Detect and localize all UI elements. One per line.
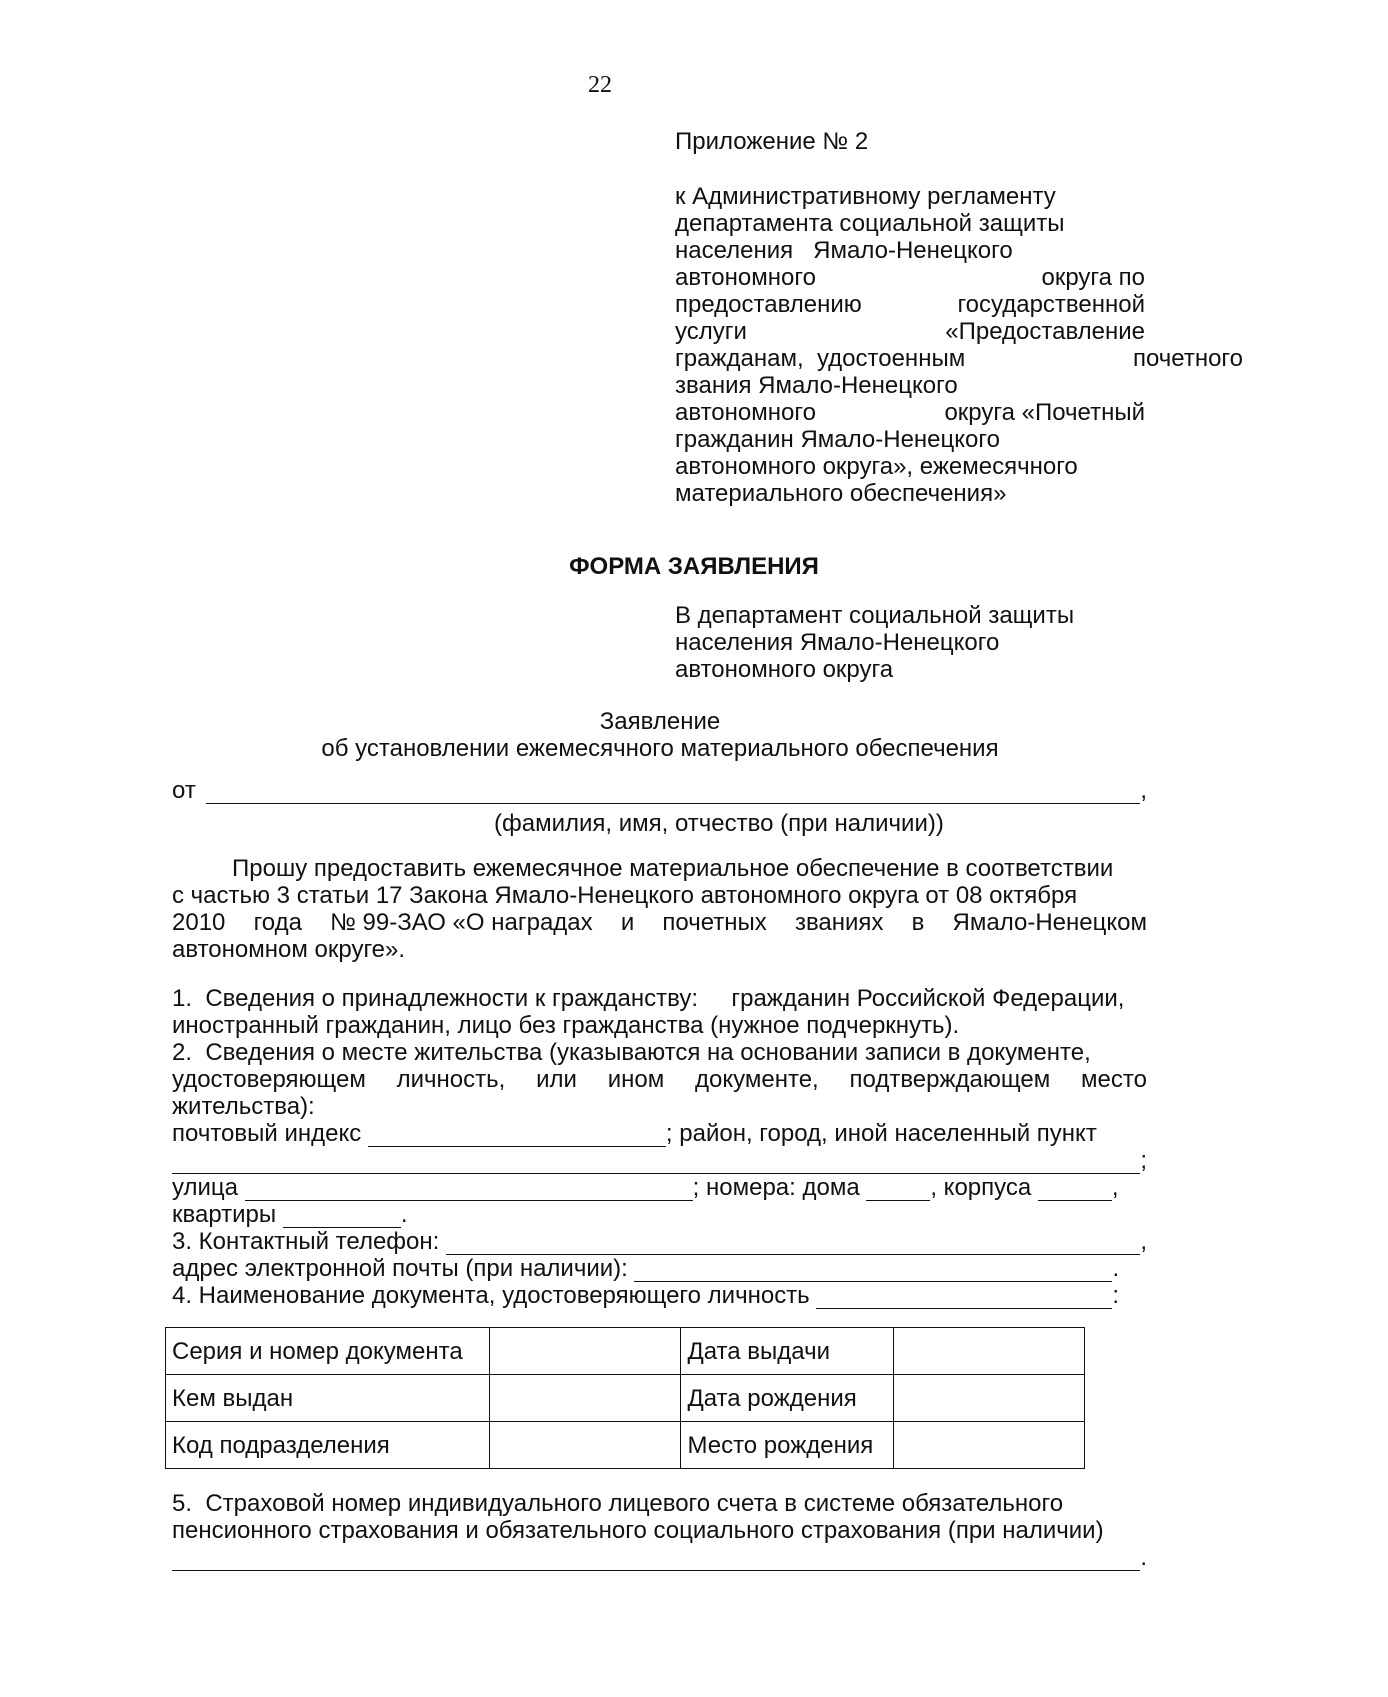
street-field[interactable] [245,1178,693,1201]
table-input-cell[interactable] [893,1328,1084,1375]
locality-label: ; район, город, иной населенный пункт [665,1120,1097,1147]
table-label-cell: Код подразделения [166,1422,490,1469]
phone-field[interactable] [446,1232,1140,1255]
appendix-line-part: государственной [957,291,1145,318]
snils-field[interactable] [172,1548,1140,1571]
word: и [620,909,635,936]
appendix-line-part: почетного [1132,345,1243,372]
table-label-cell: Дата выдачи [681,1328,893,1375]
email-end: . [1112,1255,1120,1282]
from-end: , [1140,777,1147,804]
word: ином [607,1066,665,1093]
table-input-cell[interactable] [893,1422,1084,1469]
appendix-line [675,372,1145,399]
appendix-line-part: «Предоставление [945,318,1145,345]
page-number: 22 [588,72,612,98]
word: место [1081,1066,1147,1093]
appendix-title: Приложение № 2 [675,128,869,155]
appendix-line-part: департамента социальной защиты [675,210,1065,237]
appendix-line [675,480,1145,507]
apartment-label: квартиры [172,1201,283,1228]
postal-index-field[interactable] [368,1124,666,1147]
table-input-cell[interactable] [490,1422,681,1469]
street-row [172,1174,1147,1201]
locality-end: ; [1140,1147,1147,1174]
appendix-reference [675,183,1243,507]
from-label: от [172,777,196,804]
word: личность, [396,1066,506,1093]
request-line [172,909,1147,936]
appendix-line [675,426,1145,453]
table-row [166,1328,1085,1375]
appendix-line-part: предоставлению [675,291,862,318]
id-document-row [172,1282,1147,1309]
id-document-end: : [1112,1282,1120,1309]
appendix-line-part: населения Ямало-Ненецкого [675,237,1013,264]
residence-line [172,1066,1147,1093]
building-field[interactable] [1038,1178,1112,1201]
table-label-cell: Дата рождения [681,1375,893,1422]
form-title: ФОРМА ЗАЯВЛЕНИЯ [569,553,819,580]
appendix-line-part: гражданам, удостоенным [675,345,966,372]
appendix-line-part: автономного [675,264,816,291]
word: почетных [662,909,767,936]
word: или [536,1066,577,1093]
request-line: с частью 3 статьи 17 Закона Ямало-Ненецкого автономного округа от 08 октября [172,882,1078,909]
applicant-name-row [172,777,1147,804]
email-label: адрес электронной почты (при наличии): [172,1255,635,1282]
items-block [172,985,1147,1309]
word: года [253,909,302,936]
word: званиях [794,909,884,936]
snils-line: пенсионного страхования и обязательного социального страхования (при наличии) [172,1517,1104,1544]
appendix-line [675,264,1145,291]
snils-row [172,1544,1147,1571]
appendix-line-part: материального обеспечения» [675,480,1007,507]
building-end: , [1111,1174,1119,1201]
postal-row [172,1120,1147,1147]
table-label-cell: Кем выдан [166,1375,490,1422]
house-label: ; номера: дома [692,1174,867,1201]
word: Ямало-Ненецком [952,909,1147,936]
id-document-field[interactable] [816,1286,1112,1309]
appendix-line-part: автономного округа», ежемесячного [675,453,1078,480]
id-document-label: 4. Наименование документа, удостоверяющего личность [172,1282,817,1309]
snils-line: 5. Страховой номер индивидуального лицевого счета в системе обязательного [172,1490,1064,1517]
recipient-line: населения Ямало-Ненецкого [675,629,1000,656]
table-row [166,1375,1085,1422]
applicant-name-field[interactable] [206,781,1141,804]
phone-row [172,1228,1147,1255]
street-label: улица [172,1174,245,1201]
email-row [172,1255,1147,1282]
appendix-line [675,453,1145,480]
table-label-cell: Серия и номер документа [166,1328,490,1375]
request-line: Прошу предоставить ежемесячное материальное обеспечение в соответствии [172,855,1114,882]
request-paragraph [172,855,1147,963]
word: удостоверяющем [172,1066,366,1093]
word: № 99-ЗАО «О наградах [330,909,593,936]
request-line: автономном округе». [172,936,406,963]
residence-line: 2. Сведения о месте жительства (указываются на основании записи в документе, [172,1039,1091,1066]
apartment-row [172,1201,1147,1228]
appendix-line-part: звания Ямало-Ненецкого [675,372,958,399]
word: в [911,909,925,936]
citizenship-options: иностранный гражданин, лицо без гражданства (нужное подчеркнуть). [172,1012,960,1039]
phone-end: , [1140,1228,1147,1255]
house-field[interactable] [866,1178,930,1201]
word: подтверждающем [849,1066,1051,1093]
locality-row [172,1147,1147,1174]
appendix-line [675,237,1145,264]
appendix-line-part: автономного [675,399,816,426]
postal-label: почтовый индекс [172,1120,368,1147]
appendix-line [675,291,1145,318]
appendix-line-part: к Административному регламенту [675,183,1056,210]
snils-end: . [1140,1544,1147,1571]
word: документе, [695,1066,819,1093]
citizenship-line: 1. Сведения о принадлежности к гражданству: гражданин Российской Федерации, [172,985,1125,1012]
email-field[interactable] [634,1259,1112,1282]
word: 2010 [172,909,226,936]
appendix-line-part: округа по [1041,264,1145,291]
id-document-table [165,1327,1085,1469]
applicant-name-hint: (фамилия, имя, отчество (при наличии)) [494,810,944,837]
recipient-line: В департамент социальной защиты [675,602,1075,629]
statement-subtitle: об установлении ежемесячного материального обеспечения [321,735,999,762]
apartment-end: . [400,1201,408,1228]
recipient-block [675,602,1145,683]
statement-title: Заявление [599,708,721,735]
appendix-line [675,183,1145,210]
recipient-line: автономного округа [675,656,894,683]
table-label-cell: Место рождения [681,1422,893,1469]
appendix-line [675,210,1145,237]
appendix-line-part: гражданин Ямало-Ненецкого [675,426,1000,453]
table-input-cell[interactable] [490,1375,681,1422]
building-label: , корпуса [930,1174,1038,1201]
table-row [166,1422,1085,1469]
appendix-line [675,399,1145,426]
appendix-line [675,345,1243,372]
appendix-line [675,318,1145,345]
residence-line: жительства): [172,1093,315,1120]
appendix-line-part: округа «Почетный [944,399,1145,426]
locality-field[interactable] [172,1151,1140,1174]
snils-block [172,1490,1147,1571]
phone-label: 3. Контактный телефон: [172,1228,446,1255]
appendix-line-part: услуги [675,318,747,345]
table-input-cell[interactable] [490,1328,681,1375]
apartment-field[interactable] [283,1205,401,1228]
table-input-cell[interactable] [893,1375,1084,1422]
